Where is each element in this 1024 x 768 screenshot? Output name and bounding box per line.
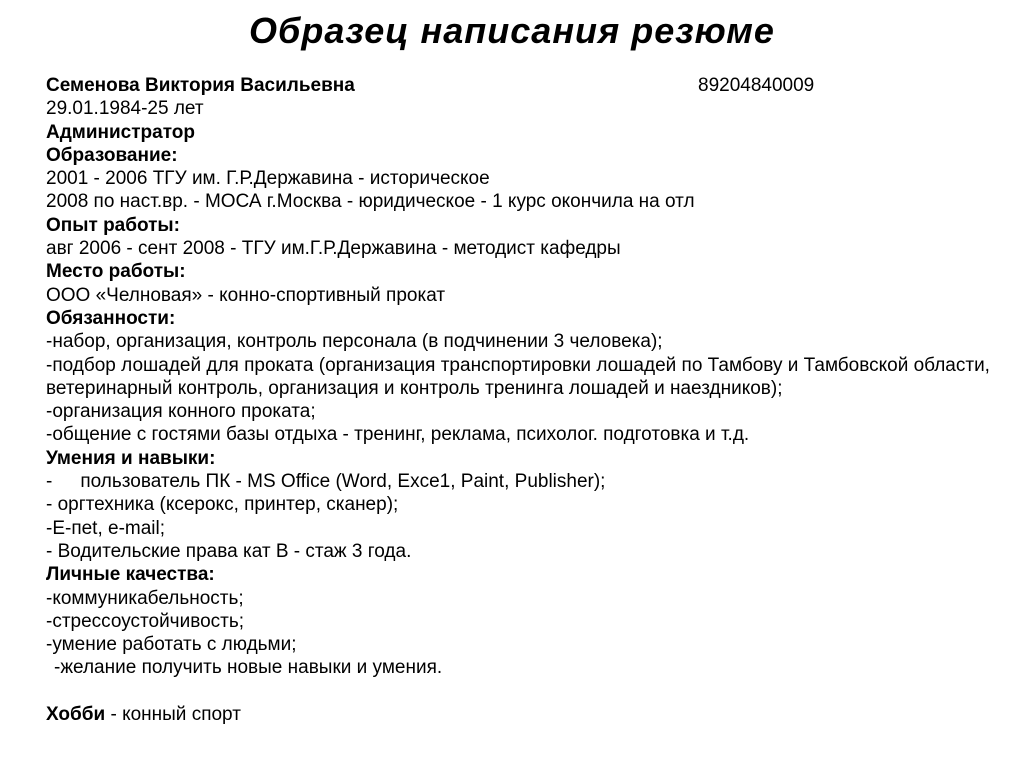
blank-line bbox=[46, 680, 1018, 703]
quality-item: -умение работать с людьми; bbox=[46, 634, 297, 656]
hobby-text: - конный спорт bbox=[105, 704, 241, 726]
workplace-heading: Место работы: bbox=[46, 261, 186, 283]
skills-heading: Умения и навыки: bbox=[46, 447, 216, 469]
hobby-label: Хобби bbox=[46, 704, 106, 726]
duty-item: -набор, организация, контроль персонала (в подчинении 3 человека); bbox=[46, 331, 663, 353]
duties-heading: Обязанности: bbox=[46, 307, 176, 329]
experience-item: авг 2006 - сент 2008 - ТГУ им.Г.Р.Державина - методист кафедры bbox=[46, 238, 621, 260]
name-row bbox=[46, 74, 1018, 97]
skill-bullet: - bbox=[46, 471, 53, 493]
resume-body bbox=[46, 74, 1018, 726]
workplace-item: ООО «Челновая» - конно-спортивный прокат bbox=[46, 284, 446, 306]
duty-item: -организация конного проката; bbox=[46, 401, 316, 423]
page-title: Образец написания резюме bbox=[249, 10, 775, 51]
education-item: 2001 - 2006 ТГУ им. Г.Р.Державина - историческое bbox=[46, 168, 490, 190]
quality-item: -желание получить новые навыки и умения. bbox=[54, 657, 443, 679]
skill-item: -Е-пеt, e-mail; bbox=[46, 517, 166, 539]
education-item: 2008 по наст.вр. - МОСА г.Москва - юридическое - 1 курс окончила на отл bbox=[46, 191, 695, 213]
experience-heading: Опыт работы: bbox=[46, 214, 180, 236]
skill-item: - Водительские права кат В - стаж 3 года. bbox=[46, 540, 412, 562]
skill-first-text: пользователь ПК - MS Office (Word, Exce1, Paint, Publisher); bbox=[80, 471, 606, 493]
skill-item: - оргтехника (ксерокс, принтер, сканер); bbox=[46, 494, 399, 516]
phone-number: 89204840009 bbox=[698, 75, 815, 96]
duty-item: -общение с гостями базы отдыха - тренинг, реклама, психолог. подготовка и т.д. bbox=[46, 424, 750, 446]
education-heading: Образование: bbox=[46, 144, 178, 166]
qualities-heading: Личные качества: bbox=[46, 564, 215, 586]
quality-item: -коммуникабельность; bbox=[46, 587, 244, 609]
duty-item: -подбор лошадей для проката (организация транспортировки лошадей по Тамбову и Тамбовской области, ветеринарный контроль, организация и контроль тренинга лошадей и наездников); bbox=[46, 354, 990, 399]
hobby-line bbox=[46, 703, 1018, 726]
skill-item bbox=[46, 470, 1018, 493]
birth-date: 29.01.1984-25 лет bbox=[46, 98, 204, 120]
person-name: Семенова Виктория Васильевна bbox=[46, 75, 355, 96]
quality-item: -стрессоустойчивость; bbox=[46, 610, 245, 632]
desired-position: Администратор bbox=[46, 121, 195, 143]
